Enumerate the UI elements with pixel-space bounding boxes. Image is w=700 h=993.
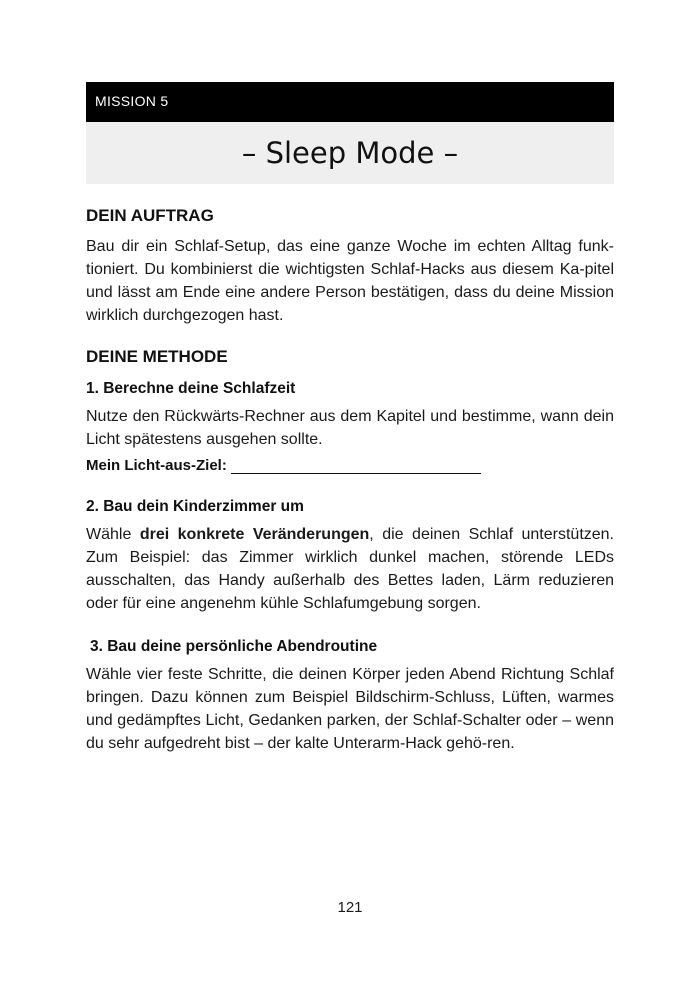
- goal-label: Mein Licht-aus-Ziel:: [86, 457, 227, 474]
- goal-blank-line[interactable]: [231, 459, 481, 474]
- step-3-text: Wähle vier feste Schritte, die deinen Körper jeden Abend Richtung Schlaf bringen. Dazu können zum Beispiel Bildschirm-Schluss, Lüften, warmes und gedämpftes Licht, Gedanken parken, der Schlaf-Schalter oder – wenn du sehr aufgedreht bist – der kalte Unterarm-Hack gehö-ren.: [86, 666, 614, 752]
- section-heading-methode: DEINE METHODE: [86, 347, 228, 366]
- goal-line: [86, 457, 614, 474]
- mission-page: [86, 82, 614, 755]
- step-2-text-bold: drei konkrete Veränderungen: [139, 526, 370, 543]
- title-box: [86, 122, 614, 184]
- mission-label-bar: [86, 82, 614, 122]
- step-2-text: [86, 523, 614, 615]
- page-title: – Sleep Mode –: [241, 136, 459, 170]
- page-number: 121: [337, 899, 363, 916]
- auftrag-text: Bau dir ein Schlaf-Setup, das eine ganze Woche im echten Alltag funk-tioniert. Du kombinierst die wichtigsten Schlaf-Hacks aus diesem Ka-pitel und lässt am Ende eine andere Person bestätigen, dass du deine Mission wirklich durchgezogen hast.: [86, 238, 614, 324]
- step-2-heading: 2. Bau dein Kinderzimmer um: [86, 498, 304, 515]
- step-1-heading: 1. Berechne deine Schlafzeit: [86, 380, 296, 397]
- step-2-text-end: , die deinen Schlaf unterstützen. Zum Beispiel: das Zimmer wirklich dunkel machen, störende LEDs ausschalten, das Handy außerhalb des Bettes laden, Lärm reduzieren oder für eine angenehm kühle Schlafumgebung sorgen.: [86, 526, 615, 612]
- step-2-text-start: Wähle: [86, 526, 140, 543]
- step-1-text: Nutze den Rückwärts-Rechner aus dem Kapitel und bestimme, wann dein Licht spätestens ausgehen sollte.: [86, 408, 614, 448]
- mission-label: MISSION 5: [95, 93, 169, 109]
- step-3-heading: 3. Bau deine persönliche Abendroutine: [90, 638, 378, 655]
- section-heading-auftrag: DEIN AUFTRAG: [86, 206, 214, 225]
